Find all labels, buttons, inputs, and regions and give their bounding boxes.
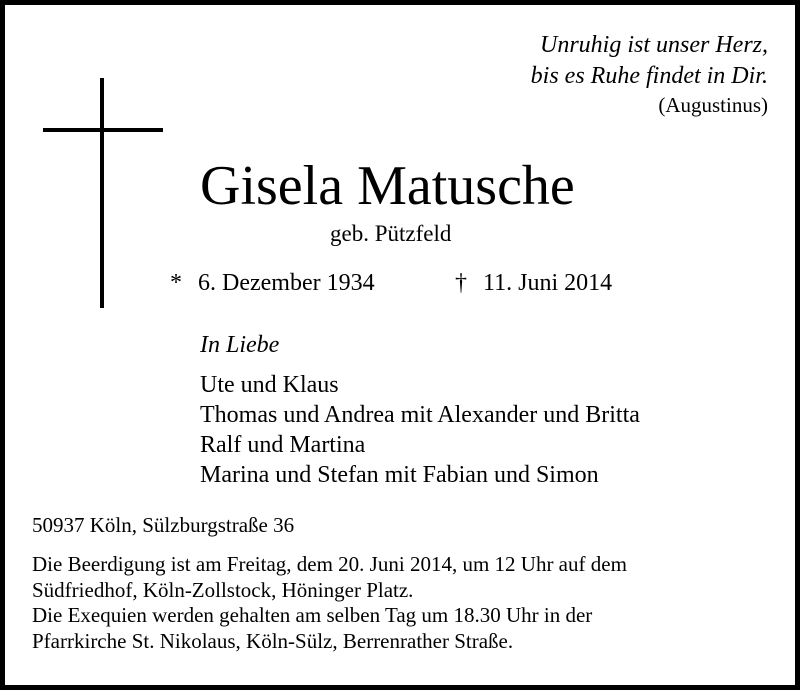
- birth-date: 6. Dezember 1934: [198, 270, 375, 296]
- death-date: 11. Juni 2014: [483, 270, 613, 296]
- cross-icon-horizontal-bar: [43, 128, 163, 132]
- quote-author: (Augustinus): [658, 93, 768, 117]
- mourners-heading: In Liebe: [200, 332, 280, 358]
- death-dagger-icon: †: [455, 270, 467, 296]
- notice-line: Die Exequien werden gehalten am selben Tag um 18.30 Uhr in der: [32, 603, 593, 627]
- birth-date-line: [170, 268, 375, 298]
- cross-icon-vertical-bar: [100, 78, 104, 308]
- notice-line: Südfriedhof, Köln-Zollstock, Höninger Platz.: [32, 577, 414, 602]
- epigraph-quote: [531, 30, 768, 118]
- notice-line: Die Beerdigung ist am Freitag, dem 20. Juni 2014, um 12 Uhr auf dem: [32, 552, 627, 576]
- quote-line-1: Unruhig ist unser Herz,: [539, 32, 768, 58]
- mourner-line: Thomas und Andrea mit Alexander und Britta: [200, 402, 640, 428]
- birth-star-icon: *: [170, 270, 182, 296]
- family-address: 50937 Köln, Sülzburgstraße 36: [32, 513, 295, 537]
- funeral-notice: [32, 552, 627, 654]
- maiden-name: geb. Pützfeld: [330, 221, 452, 246]
- notice-line: Pfarrkirche St. Nikolaus, Köln-Sülz, Berrenrather Straße.: [32, 628, 514, 653]
- quote-line-2: bis es Ruhe findet in Dir.: [530, 63, 768, 89]
- mourner-line: Marina und Stefan mit Fabian und Simon: [200, 462, 599, 488]
- death-date-line: [455, 268, 612, 298]
- mourner-line: Ralf und Martina: [200, 432, 366, 458]
- mourners-list: [200, 370, 640, 490]
- mourner-line: Ute und Klaus: [200, 372, 339, 398]
- deceased-name: Gisela Matusche: [200, 155, 575, 217]
